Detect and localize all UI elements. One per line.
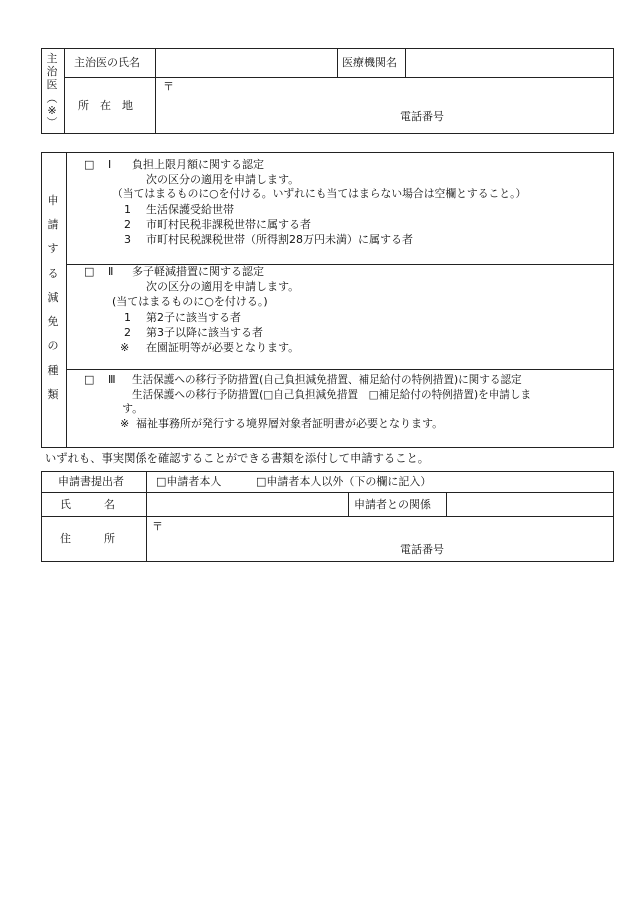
reduction-side-char: 減 [47, 291, 59, 304]
section3-checkbox[interactable]: □ [84, 373, 95, 386]
section3-note: 福祉事務所が発行する境界層対象者証明書が必要となります。 [136, 417, 444, 430]
inst-label-left-divider [337, 48, 338, 77]
attachment-note: いずれも、事実関係を確認することができる書類を添付して申請すること。 [45, 452, 430, 465]
section2-item-no: 2 [124, 326, 131, 339]
section2-line: (当てはまるものに○を付ける。) [112, 295, 268, 308]
section2-item-text: 在園証明等が必要となります。 [146, 341, 300, 354]
submitter-row-divider-1 [41, 492, 614, 493]
doctor-side-char: ︵ [46, 92, 58, 105]
section2-title: 多子軽減措置に関する認定 [132, 265, 264, 278]
section3-line: 生活保護への移行予防措置(□自己負担減免措置 □補足給付の特例措置)を申請しま [132, 389, 532, 401]
reduction-side-char: 請 [47, 218, 59, 231]
doctor-side-char: 主 [46, 52, 58, 65]
doctor-label-row-divider [64, 77, 155, 78]
relation-right-divider [446, 492, 447, 516]
reduction-side-char: の [47, 339, 59, 352]
submitter-row-divider-2 [41, 516, 614, 517]
reduction-side-char: す [47, 242, 59, 255]
section1-title: 負担上限月額に関する認定 [132, 158, 264, 171]
section3-note-mark: ※ [120, 417, 130, 430]
doctor-side-char: 治 [46, 65, 58, 78]
section2-item-text: 第3子以降に該当する者 [146, 326, 263, 339]
doctor-row-divider [155, 77, 614, 78]
doctor-side-char: 医 [46, 78, 58, 91]
institution-label: 医療機関名 [342, 56, 397, 69]
section3-line: す。 [122, 402, 144, 415]
reduction-side-char: 種 [47, 364, 59, 377]
section1-item-no: 3 [124, 233, 131, 246]
reduction-side-char: 類 [47, 388, 59, 401]
submitter-option-self[interactable]: □申請者本人 [156, 475, 222, 488]
submitter-option-other[interactable]: □申請者本人以外（下の欄に記入） [256, 475, 432, 488]
section1-item-text: 市町村民税課税世帯（所得割28万円未満）に属する者 [146, 233, 413, 246]
doctor-address-label: 所 在 地 [78, 99, 133, 112]
reduction-side-char: 免 [47, 315, 59, 328]
address-label: 住 所 [60, 532, 115, 545]
section1-line: （当てはまるものに○を付ける。いずれにも当てはまらない場合は空欄とすること。） [112, 187, 527, 200]
reduction-side-divider [66, 152, 67, 448]
reduction-side-char: る [47, 267, 59, 280]
section1-item-no: 1 [124, 203, 131, 216]
section2-checkbox[interactable]: □ [84, 265, 95, 278]
reduction-divider-2 [66, 369, 614, 370]
doctor-side-char: ︶ [46, 116, 58, 129]
section2-item-no: ※ [120, 341, 130, 354]
section2-item-text: 第2子に該当する者 [146, 311, 241, 324]
doctor-tel-label: 電話番号 [400, 110, 444, 123]
name-label: 氏 名 [60, 498, 115, 511]
inst-label-right-divider [405, 48, 406, 77]
section3-title: 生活保護への移行予防措置(自己負担減免措置、補足給付の特例措置)に関する認定 [132, 374, 522, 386]
section1-item-text: 市町村民税非課税世帯に属する者 [146, 218, 311, 231]
section2-line: 次の区分の適用を申請します。 [146, 280, 300, 293]
section1-item-text: 生活保護受給世帯 [146, 203, 234, 216]
section1-line: 次の区分の適用を申請します。 [146, 173, 300, 186]
section1-item-no: 2 [124, 218, 131, 231]
section1-numeral: Ⅰ [108, 158, 112, 171]
section1-checkbox[interactable]: □ [84, 158, 95, 171]
section3-numeral: Ⅲ [108, 373, 116, 386]
doctor-postal-mark: 〒 [163, 80, 174, 93]
relation-left-divider [348, 492, 349, 516]
reduction-side-char: 申 [47, 194, 59, 207]
doctor-label-divider [155, 48, 156, 134]
section2-numeral: Ⅱ [108, 265, 114, 278]
submitter-tel-label: 電話番号 [400, 543, 444, 556]
doctor-side-char: ※ [47, 104, 57, 117]
section2-item-no: 1 [124, 311, 131, 324]
doctor-side-divider [64, 48, 65, 134]
relation-label: 申請者との関係 [354, 498, 431, 511]
submitter-postal-mark: 〒 [152, 520, 163, 533]
submitter-label: 申請書提出者 [58, 475, 124, 488]
doctor-name-label: 主治医の氏名 [74, 56, 140, 69]
